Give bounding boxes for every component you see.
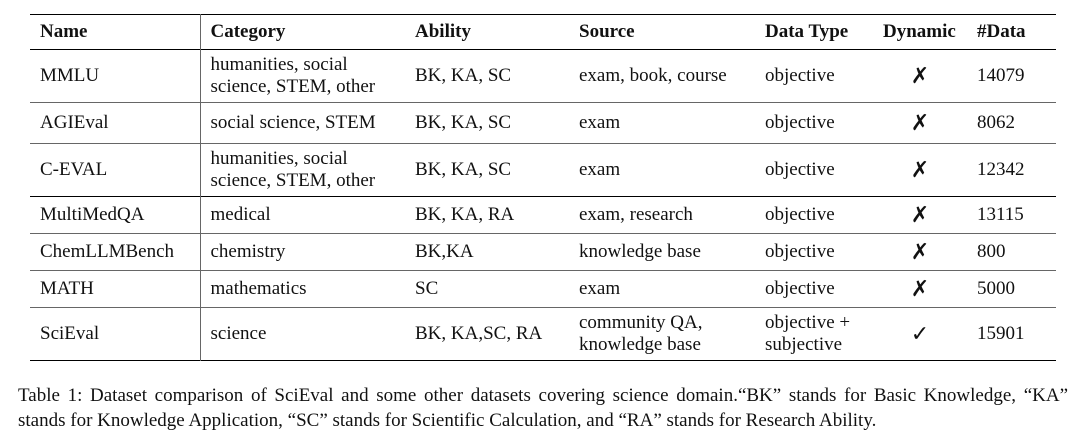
cell-category — [200, 50, 405, 103]
cell-count — [967, 308, 1056, 361]
cell-ability — [405, 103, 569, 144]
data-type-line: objective — [765, 65, 835, 86]
cell-source — [569, 197, 755, 234]
data-type-line: objective + — [765, 312, 851, 333]
source-line: exam, book, course — [579, 65, 727, 86]
cell-data-type — [755, 308, 873, 361]
dataset-comparison-table — [30, 14, 1056, 361]
cell-data-type — [755, 103, 873, 144]
cell-source — [569, 308, 755, 361]
category-line: mathematics — [210, 278, 307, 299]
source-line: exam — [579, 278, 621, 299]
data-count: 15901 — [977, 323, 1025, 344]
ability-text: BK, KA, SC — [415, 159, 512, 180]
category-line: medical — [210, 204, 271, 225]
cell-dynamic — [873, 144, 967, 197]
cell-dynamic — [873, 197, 967, 234]
cell-ability — [405, 271, 569, 308]
ability-text: BK, KA, SC — [415, 65, 512, 86]
cell-count — [967, 271, 1056, 308]
cell-source — [569, 144, 755, 197]
source-line: exam, research — [579, 204, 693, 225]
dataset-name: MMLU — [40, 65, 100, 86]
dataset-name: C-EVAL — [40, 159, 108, 180]
header-ability: Ability — [415, 21, 471, 42]
cross-mark-icon: ✗ — [910, 276, 930, 301]
ability-text: BK, KA, SC — [415, 112, 512, 133]
cell-data-type — [755, 271, 873, 308]
source-line: exam — [579, 112, 621, 133]
data-type-line: objective — [765, 278, 835, 299]
table-row — [30, 144, 1056, 197]
cell-count — [967, 234, 1056, 271]
cell-count — [967, 103, 1056, 144]
cell-dynamic — [873, 308, 967, 361]
cross-mark-icon: ✗ — [910, 239, 930, 264]
category-line: humanities, social — [210, 148, 348, 169]
cell-source — [569, 103, 755, 144]
cell-data-type — [755, 234, 873, 271]
data-count: 5000 — [977, 278, 1015, 299]
source-line: knowledge base — [579, 241, 701, 262]
caption-line-1: Table 1: Dataset comparison of SciEval and some other datasets covering science domain.“BK” stands for Basic Knowledge, — [18, 385, 1017, 406]
header-name: Name — [40, 21, 88, 42]
check-mark-icon: ✓ — [910, 321, 930, 346]
data-type-line: objective — [765, 204, 835, 225]
cell-count — [967, 197, 1056, 234]
cell-category — [200, 103, 405, 144]
data-type-line: objective — [765, 159, 835, 180]
data-count: 13115 — [977, 204, 1024, 225]
cell-source — [569, 234, 755, 271]
cell-name — [30, 144, 200, 197]
cell-dynamic — [873, 50, 967, 103]
cell-category — [200, 197, 405, 234]
table-row — [30, 308, 1056, 361]
cross-mark-icon: ✗ — [910, 202, 930, 227]
cell-count — [967, 144, 1056, 197]
cell-ability — [405, 234, 569, 271]
cell-data-type — [755, 50, 873, 103]
dataset-name: MATH — [40, 278, 94, 299]
source-line: community QA, — [579, 312, 703, 333]
dataset-name: MultiMedQA — [40, 204, 145, 225]
cell-category — [200, 308, 405, 361]
cell-count — [967, 50, 1056, 103]
source-line: exam — [579, 159, 621, 180]
category-line: social science, STEM — [210, 112, 376, 133]
table-header-row — [30, 15, 1056, 50]
category-line: chemistry — [210, 241, 286, 262]
ability-text: BK, KA, RA — [415, 204, 515, 225]
table-row — [30, 103, 1056, 144]
table-caption — [18, 383, 1068, 433]
category-line: humanities, social — [210, 54, 348, 75]
cell-name — [30, 271, 200, 308]
cell-dynamic — [873, 271, 967, 308]
cell-source — [569, 50, 755, 103]
dataset-name: AGIEval — [40, 112, 109, 133]
cell-name — [30, 234, 200, 271]
cell-source — [569, 271, 755, 308]
comparison-table-container — [30, 14, 1056, 361]
category-line: science — [210, 323, 267, 344]
cell-name — [30, 50, 200, 103]
data-type-line: objective — [765, 241, 835, 262]
data-count: 800 — [977, 241, 1006, 262]
cell-category — [200, 271, 405, 308]
cell-ability — [405, 308, 569, 361]
category-line: science, STEM, other — [210, 170, 376, 191]
category-line: science, STEM, other — [210, 76, 376, 97]
header-source: Source — [579, 21, 635, 42]
dataset-name: SciEval — [40, 323, 100, 344]
ability-text: BK, KA,SC, RA — [415, 323, 543, 344]
data-type-line: objective — [765, 112, 835, 133]
cross-mark-icon: ✗ — [910, 157, 930, 182]
cell-name — [30, 197, 200, 234]
cell-ability — [405, 50, 569, 103]
source-line: knowledge base — [579, 334, 701, 355]
cell-dynamic — [873, 234, 967, 271]
cell-name — [30, 103, 200, 144]
data-type-line: subjective — [765, 334, 843, 355]
data-count: 12342 — [977, 159, 1025, 180]
cell-ability — [405, 144, 569, 197]
table-row — [30, 197, 1056, 234]
table-row — [30, 50, 1056, 103]
cell-dynamic — [873, 103, 967, 144]
cross-mark-icon: ✗ — [910, 110, 930, 135]
cross-mark-icon: ✗ — [910, 63, 930, 88]
data-count: 14079 — [977, 65, 1025, 86]
header-data-type: Data Type — [765, 21, 849, 42]
header-category: Category — [200, 15, 405, 50]
table-row — [30, 234, 1056, 271]
cell-category — [200, 234, 405, 271]
cell-data-type — [755, 144, 873, 197]
cell-category — [200, 144, 405, 197]
cell-data-type — [755, 197, 873, 234]
ability-text: BK,KA — [415, 241, 474, 262]
data-count: 8062 — [977, 112, 1015, 133]
cell-name — [30, 308, 200, 361]
cell-ability — [405, 197, 569, 234]
table-row — [30, 271, 1056, 308]
header-dynamic: Dynamic — [883, 21, 956, 42]
ability-text: SC — [415, 278, 439, 299]
header-count: #Data — [977, 21, 1026, 42]
dataset-name: ChemLLMBench — [40, 241, 175, 262]
caption-line-2: “KA” stands for Knowledge Application, “SC” stands for Scientific Calculation, and “RA” stands for Research Ability. — [18, 385, 1068, 431]
